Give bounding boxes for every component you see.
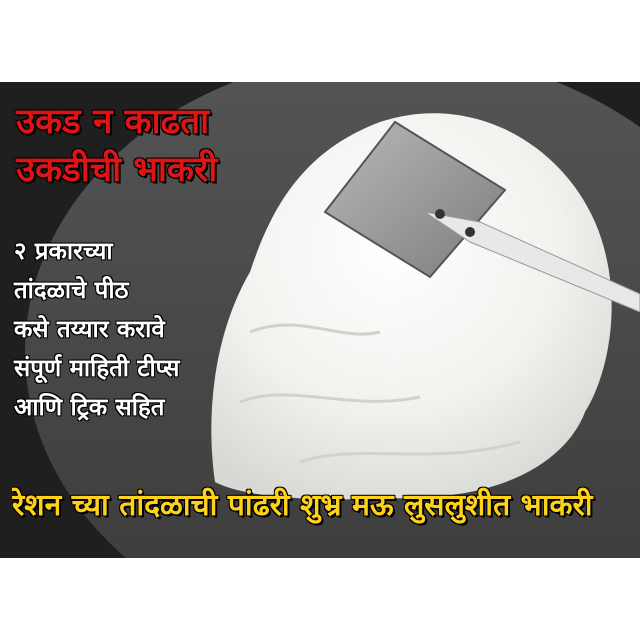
subtitle-line: तांदळाचे पीठ xyxy=(14,276,129,304)
subtitle-list xyxy=(14,232,179,427)
bottom-letterbox xyxy=(0,558,640,640)
subtitle-line: २ प्रकारच्या xyxy=(14,237,113,265)
subtitle-line: आणि ट्रिक सहित xyxy=(14,393,165,421)
top-letterbox xyxy=(0,0,640,82)
spatula-rivet xyxy=(465,227,475,237)
bottom-caption: रेशन च्या तांदळाची पांढरी शुभ्र मऊ लुसलुशीत भाकरी xyxy=(12,488,593,523)
headline-line-1: उकड न काढता xyxy=(16,102,210,142)
photo-scene xyxy=(0,82,640,558)
headline-line-2: उकडीची भाकरी xyxy=(16,150,218,190)
subtitle-line: संपूर्ण माहिती टीप्स xyxy=(14,354,180,382)
spatula-rivet xyxy=(435,209,445,219)
subtitle-line: कसे तय्यार करावे xyxy=(14,315,165,343)
